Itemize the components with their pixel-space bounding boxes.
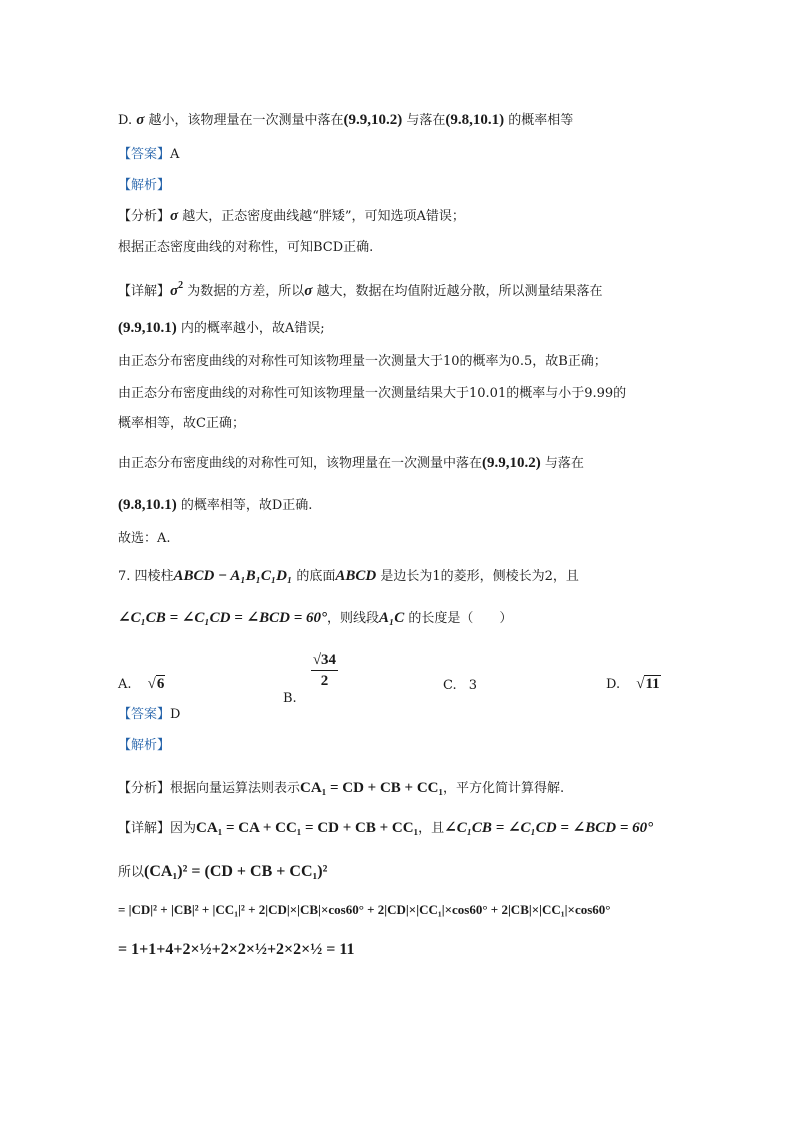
interval: (9.9,10.1): [118, 320, 177, 336]
radicand: 11: [645, 676, 660, 692]
choice-d: [606, 674, 661, 695]
text-fragment: 根据正态密度曲线的对称性，可知BCD正确.: [118, 240, 374, 255]
fraction: [311, 650, 338, 691]
text-fragment: 故选：A.: [118, 531, 171, 546]
xiangjie-2b: [118, 862, 327, 883]
interval-1: (9.9,10.2): [343, 112, 403, 128]
text-fragment: ，则线段: [327, 611, 380, 626]
vector-equation: CA₁ = CA + CC₁ = CD + CB + CC₁: [196, 820, 419, 836]
answer-1: [118, 145, 179, 165]
text-fragment: 为数据的方差，所以: [183, 284, 305, 299]
question-7b: [118, 608, 512, 629]
text-fragment: 由正态分布密度曲线的对称性可知该物理量一次测量结果大于10.01的概率与小于9.99的: [118, 386, 627, 401]
interval-2: (9.8,10.1): [445, 112, 505, 128]
interval: (9.9,10.2): [482, 455, 541, 471]
text-fragment: 因为: [170, 821, 197, 836]
text-fragment: 所以: [118, 865, 145, 880]
xiangjie-2c: [118, 900, 610, 921]
xiangjie-2d: [118, 940, 355, 961]
xiangjie-tag: 【详解】: [118, 284, 171, 299]
numeric-result: = 1+1+4+2×½+2×2×½+2×2×½ = 11: [118, 941, 355, 958]
xiangjie-1d: [118, 384, 626, 404]
xiangjie-1f: [118, 453, 584, 474]
option-d-label: D.: [118, 113, 137, 128]
text-fragment: 的底面: [292, 569, 336, 584]
xiangjie-1c: [118, 352, 607, 372]
vector-equation: (CA₁)² = (CD + CB + CC₁)²: [144, 863, 328, 880]
answer-value: D: [170, 707, 181, 722]
xiangjie-1e: [118, 414, 245, 434]
text-fragment: 的概率相等，故D正确.: [176, 498, 313, 513]
guxuan-1: [118, 529, 171, 549]
math-expression: ∠C₁CB = ∠C₁CD = ∠BCD = 60°: [444, 820, 654, 836]
choice-c: [443, 676, 477, 696]
xiangjie-1g: [118, 495, 312, 516]
text-fragment: ，平方化简计算得解.: [443, 781, 565, 796]
analysis-tag: 【解析】: [118, 738, 171, 753]
radicand: 6: [156, 676, 165, 692]
text-fragment: 的概率相等: [504, 113, 574, 128]
fenxi-tag: 【分析】: [118, 781, 171, 796]
text-fragment: 概率相等，故C正确；: [118, 416, 245, 431]
choice-label: A.: [118, 677, 132, 692]
text-fragment: 的长度是（ ）: [404, 611, 513, 626]
choice-label: D.: [606, 677, 621, 692]
answer-tag: 【答案】: [118, 707, 171, 722]
text-fragment: 与落在: [540, 456, 584, 471]
text-fragment: 由正态分布密度曲线的对称性可知该物理量一次测量大于10的概率为0.5，故B正确；: [118, 354, 607, 369]
text-fragment: 内的概率越小，故A错误;: [176, 321, 325, 336]
math-expression: ABCD: [335, 568, 377, 584]
choice-label: B.: [283, 691, 297, 706]
sigma-symbol: σ: [136, 112, 145, 128]
text-fragment: 越小，该物理量在一次测量中落在: [144, 113, 344, 128]
vector-expansion: = |CD|² + |CB|² + |CC₁|² + 2|CD|×|CB|×cos60° + 2|CD|×|CC₁|×cos60° + 2|CB|×|CC₁|×cos60°: [118, 902, 611, 917]
vector-equation: CA₁ = CD + CB + CC₁: [300, 780, 443, 796]
fenxi-1: [118, 206, 465, 227]
option-d-line: [118, 110, 573, 131]
sigma-symbol: σ: [170, 208, 179, 224]
xiangjie-1: [118, 276, 602, 302]
denominator: 2: [320, 673, 329, 689]
xiangjie-tag: 【详解】: [118, 821, 171, 836]
text-fragment: 是边长为1的菱形，侧棱长为2，且: [376, 569, 579, 584]
choice-a: [118, 674, 165, 695]
sqrt-expression: √6: [147, 676, 165, 692]
text-fragment: 与落在: [402, 113, 446, 128]
answer-tag: 【答案】: [118, 147, 171, 162]
sqrt-expression: √11: [636, 676, 660, 692]
math-expression: ∠C₁CB = ∠C₁CD = ∠BCD = 60°: [118, 610, 328, 626]
math-expression: ABCD − A₁B₁C₁D₁: [173, 568, 293, 584]
fenxi-2: [118, 778, 564, 799]
answer-value: A: [170, 147, 180, 162]
choice-value: 3: [468, 678, 478, 693]
fenxi-1b: [118, 238, 373, 258]
analysis-heading-2: [118, 736, 170, 756]
text-fragment: 由正态分布密度曲线的对称性可知，该物理量在一次测量中落在: [118, 456, 483, 471]
answer-2: [118, 705, 180, 725]
xiangjie-2: [118, 818, 653, 839]
analysis-tag: 【解析】: [118, 178, 171, 193]
question-7: [118, 566, 579, 587]
question-number: 7. 四棱柱: [118, 569, 174, 584]
text-fragment: ，且: [418, 821, 445, 836]
sigma-symbol: σ: [304, 283, 313, 299]
interval: (9.8,10.1): [118, 497, 177, 513]
sigma-symbol: σ: [170, 283, 179, 299]
choice-label: C.: [443, 678, 457, 693]
text-fragment: 越大，正态密度曲线越“胖矮”，可知选项A错误；: [178, 209, 465, 224]
text-fragment: 根据向量运算法则表示: [170, 781, 301, 796]
choice-b: [283, 650, 338, 706]
text-fragment: 越大，数据在均值附近越分散，所以测量结果落在: [312, 284, 603, 299]
xiangjie-1b: [118, 318, 325, 339]
fenxi-tag: 【分析】: [118, 209, 171, 224]
numerator: √34: [311, 650, 338, 671]
analysis-heading-1: [118, 176, 170, 196]
math-expression: A₁C: [379, 610, 405, 626]
superscript: 2: [178, 280, 184, 291]
